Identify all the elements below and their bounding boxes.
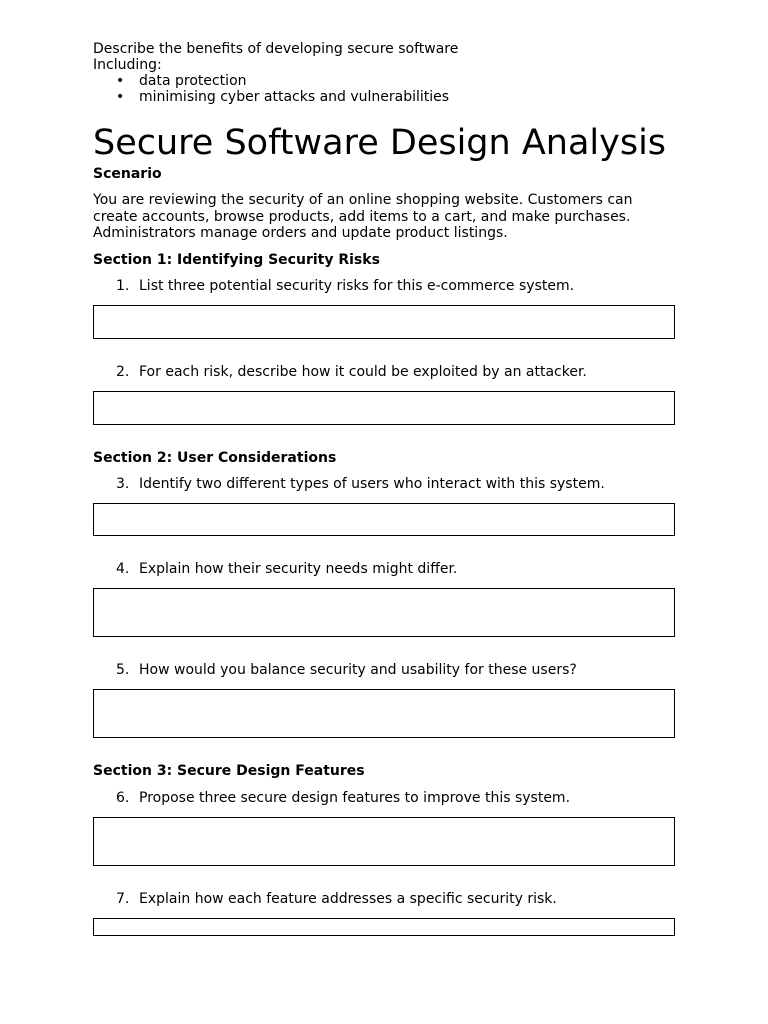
bullet-icon: • [116,73,125,89]
question-7 [93,891,675,907]
scenario-text: You are reviewing the security of an online shopping website. Customers can create accounts, browse products, add items to a cart, and make purchases. Administrators manage orders and update product listings. [93,192,633,241]
question-number: 7. [116,890,130,907]
intro-including-label: Including: [93,57,162,73]
question-number: 6. [116,789,130,806]
question-5 [93,662,675,678]
question-number: 5. [116,661,130,678]
bullet-item [93,73,675,89]
section-1-heading: Section 1: Identifying Security Risks [93,251,380,268]
question-text: For each risk, describe how it could be exploited by an attacker. [139,363,587,380]
question-text: List three potential security risks for this e-commerce system. [139,277,575,294]
bullet-item [93,89,675,105]
worksheet-page [93,41,675,936]
scenario-heading: Scenario [93,166,162,182]
intro-bullet-list [93,73,675,105]
question-text: Explain how each feature addresses a specific security risk. [139,890,557,907]
question-number: 4. [116,560,130,577]
page-title: Secure Software Design Analysis [93,123,667,163]
section-3-heading: Section 3: Secure Design Features [93,762,365,779]
bullet-icon: • [116,89,125,105]
bullet-text: minimising cyber attacks and vulnerabilities [139,89,450,105]
question-text: How would you balance security and usability for these users? [139,661,577,678]
bullet-text: data protection [139,73,247,89]
question-2 [93,364,675,380]
answer-box-6[interactable] [93,817,675,866]
intro-prompt: Describe the benefits of developing secure software [93,41,459,57]
question-text: Identify two different types of users who interact with this system. [139,475,605,492]
answer-box-2[interactable] [93,391,675,425]
question-text: Explain how their security needs might differ. [139,560,458,577]
question-3 [93,476,675,492]
answer-box-7[interactable] [93,918,675,936]
question-number: 2. [116,363,130,380]
answer-box-1[interactable] [93,305,675,339]
question-6 [93,790,675,806]
answer-box-4[interactable] [93,588,675,637]
question-text: Propose three secure design features to improve this system. [139,789,571,806]
answer-box-3[interactable] [93,503,675,536]
question-number: 3. [116,475,130,492]
question-number: 1. [116,277,130,294]
question-1 [93,278,675,294]
question-4 [93,561,675,577]
answer-box-5[interactable] [93,689,675,738]
section-2-heading: Section 2: User Considerations [93,449,337,466]
